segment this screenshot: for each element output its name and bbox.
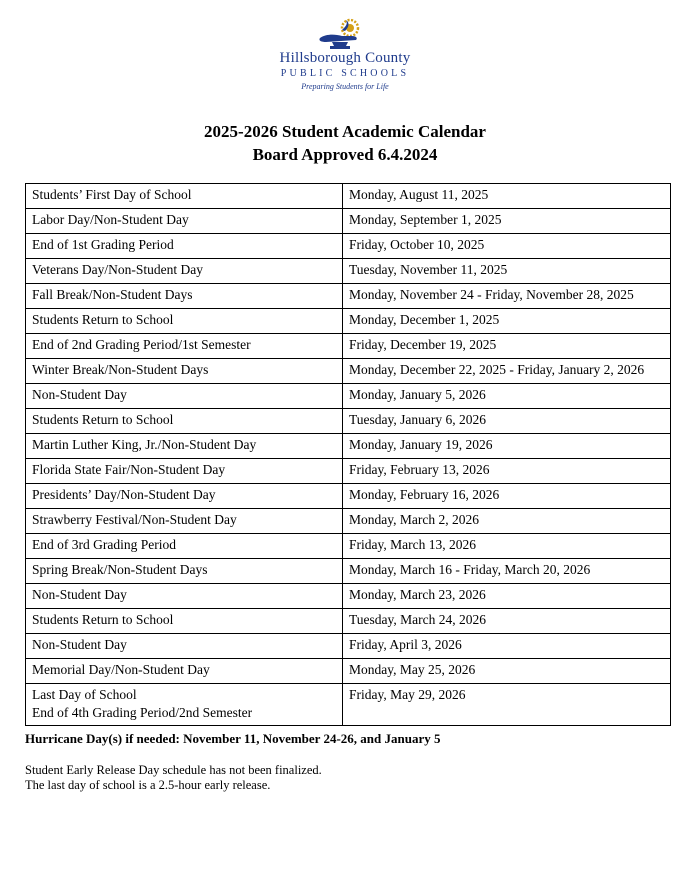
table-row	[26, 684, 671, 726]
table-row	[26, 259, 671, 284]
event-label: Fall Break/Non-Student Days	[32, 287, 193, 302]
event-cell	[26, 509, 343, 534]
date-cell: Monday, May 25, 2026	[343, 659, 671, 684]
org-tagline: Preparing Students for Life	[301, 82, 389, 91]
org-name: Hillsborough County	[279, 50, 411, 66]
date-cell: Friday, February 13, 2026	[343, 459, 671, 484]
table-row	[26, 559, 671, 584]
date-cell: Monday, December 22, 2025 - Friday, January 2, 2026	[343, 359, 671, 384]
date-cell: Monday, January 19, 2026	[343, 434, 671, 459]
event-cell	[26, 209, 343, 234]
event-label: Winter Break/Non-Student Days	[32, 362, 209, 377]
date-cell: Friday, May 29, 2026	[343, 684, 671, 726]
table-row	[26, 184, 671, 209]
early-release-note: Student Early Release Day schedule has not been finalized.	[25, 763, 322, 777]
table-row	[26, 359, 671, 384]
table-row	[26, 584, 671, 609]
table-row	[26, 309, 671, 334]
lamp-of-learning-icon	[312, 16, 378, 50]
event-cell	[26, 259, 343, 284]
event-cell	[26, 359, 343, 384]
event-label: Non-Student Day	[32, 637, 127, 652]
hurricane-note: Hurricane Day(s) if needed: November 11, November 24-26, and January 5	[25, 731, 441, 746]
page-subtitle: Board Approved 6.4.2024	[252, 145, 438, 164]
page-title: 2025-2026 Student Academic Calendar	[204, 122, 486, 141]
event-label: Students’ First Day of School	[32, 187, 192, 202]
event-cell	[26, 409, 343, 434]
table-row	[26, 284, 671, 309]
event-cell	[26, 534, 343, 559]
table-row	[26, 459, 671, 484]
event-cell	[26, 284, 343, 309]
event-label: Strawberry Festival/Non-Student Day	[32, 512, 237, 527]
date-cell: Friday, October 10, 2025	[343, 234, 671, 259]
table-row	[26, 234, 671, 259]
date-cell: Tuesday, November 11, 2025	[343, 259, 671, 284]
event-label: Presidents’ Day/Non-Student Day	[32, 487, 216, 502]
event-cell	[26, 634, 343, 659]
event-label: Spring Break/Non-Student Days	[32, 562, 208, 577]
event-label: Veterans Day/Non-Student Day	[32, 262, 203, 277]
event-cell	[26, 684, 343, 726]
date-cell: Friday, December 19, 2025	[343, 334, 671, 359]
event-label: Martin Luther King, Jr./Non-Student Day	[32, 437, 257, 452]
table-row	[26, 509, 671, 534]
event-cell	[26, 184, 343, 209]
date-cell: Monday, March 16 - Friday, March 20, 2026	[343, 559, 671, 584]
event-cell	[26, 459, 343, 484]
table-row	[26, 384, 671, 409]
event-label: Memorial Day/Non-Student Day	[32, 662, 210, 677]
event-label: Last Day of School	[32, 687, 137, 702]
event-cell	[26, 234, 343, 259]
org-subtitle: PUBLIC SCHOOLS	[280, 68, 410, 79]
date-cell: Monday, December 1, 2025	[343, 309, 671, 334]
event-label: End of 4th Grading Period/2nd Semester	[32, 705, 253, 720]
event-label: End of 1st Grading Period	[32, 237, 174, 252]
calendar-table	[25, 183, 671, 726]
table-row	[26, 409, 671, 434]
event-cell	[26, 334, 343, 359]
event-cell	[26, 659, 343, 684]
date-cell: Monday, March 23, 2026	[343, 584, 671, 609]
event-label: End of 3rd Grading Period	[32, 537, 176, 552]
event-cell	[26, 309, 343, 334]
event-cell	[26, 384, 343, 409]
date-cell: Friday, March 13, 2026	[343, 534, 671, 559]
event-label: Labor Day/Non-Student Day	[32, 212, 189, 227]
event-cell	[26, 484, 343, 509]
date-cell: Tuesday, January 6, 2026	[343, 409, 671, 434]
date-cell: Monday, September 1, 2025	[343, 209, 671, 234]
table-row	[26, 634, 671, 659]
table-row	[26, 534, 671, 559]
event-cell	[26, 584, 343, 609]
table-row	[26, 434, 671, 459]
table-row	[26, 484, 671, 509]
table-row	[26, 209, 671, 234]
last-day-note: The last day of school is a 2.5-hour early release.	[25, 778, 271, 792]
event-label: Florida State Fair/Non-Student Day	[32, 462, 226, 477]
date-cell: Monday, February 16, 2026	[343, 484, 671, 509]
event-cell	[26, 609, 343, 634]
district-logo	[250, 16, 440, 96]
date-cell: Friday, April 3, 2026	[343, 634, 671, 659]
event-cell	[26, 434, 343, 459]
date-cell: Monday, November 24 - Friday, November 28, 2025	[343, 284, 671, 309]
table-row	[26, 334, 671, 359]
date-cell: Monday, August 11, 2025	[343, 184, 671, 209]
event-label: Non-Student Day	[32, 387, 127, 402]
date-cell: Tuesday, March 24, 2026	[343, 609, 671, 634]
date-cell: Monday, March 2, 2026	[343, 509, 671, 534]
event-label: End of 2nd Grading Period/1st Semester	[32, 337, 251, 352]
event-label: Students Return to School	[32, 612, 174, 627]
date-cell: Monday, January 5, 2026	[343, 384, 671, 409]
event-label: Non-Student Day	[32, 587, 127, 602]
event-label: Students Return to School	[32, 412, 174, 427]
table-row	[26, 659, 671, 684]
table-row	[26, 609, 671, 634]
event-label: Students Return to School	[32, 312, 174, 327]
event-cell	[26, 559, 343, 584]
